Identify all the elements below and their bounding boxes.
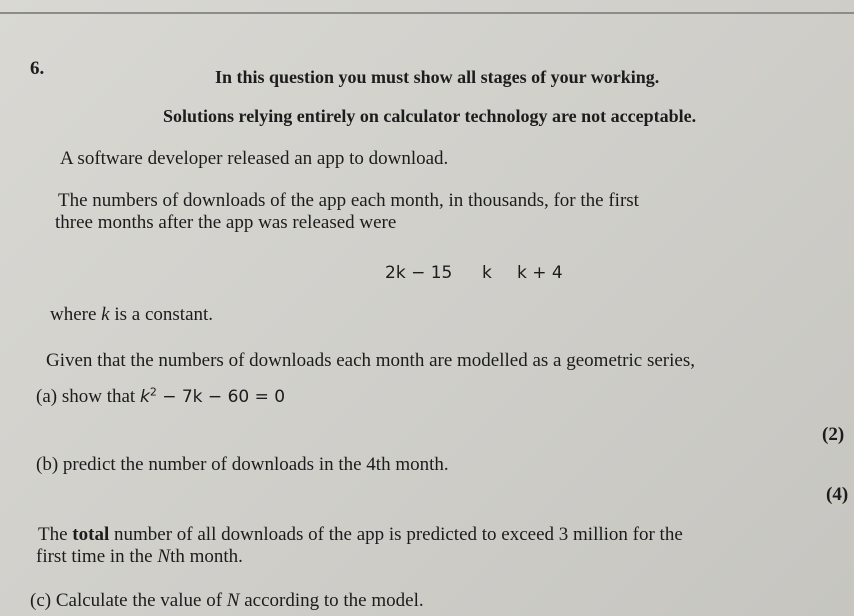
part-b-text: predict the number of downloads in the 4th month. [62,454,449,475]
downloads-paragraph-line1: The numbers of downloads of the app each month, in thousands, for the first [58,190,639,211]
term-3: k + 4 [517,263,563,283]
part-b [36,454,449,476]
term-2: k [482,263,492,283]
constant-definition: where k is a constant. [50,304,214,325]
instruction-working: In this question you must show all stages of your working. [215,67,660,87]
part-a-equation: $k^2 - 7k - 60 = 0$ [139,385,286,407]
total-statement-line1: The total number of all downloads of the app is predicted to exceed 3 million for the [38,524,683,545]
part-c-text: Calculate the value of N according to the model. [55,590,424,611]
part-b-label: (b) [36,454,59,475]
part-c [30,590,424,612]
term-1: 2k − 15 [385,263,453,283]
given-statement: Given that the numbers of downloads each month are modelled as a geometric series, [46,350,695,371]
downloads-paragraph-line2: three months after the app was released were [55,212,397,233]
part-a-text: show that [61,386,136,407]
part-a [36,386,285,408]
part-a-label: (a) [36,386,58,407]
question-number: 6. [30,58,45,79]
part-c-label: (c) [30,590,52,611]
part-b-marks: (4) [826,484,849,505]
instruction-calculator: Solutions relying entirely on calculator technology are not acceptable. [163,106,697,126]
page-top-rule [0,12,854,14]
total-statement-line2: first time in the Nth month. [36,546,243,567]
part-a-marks: (2) [822,424,845,445]
intro-paragraph: A software developer released an app to download. [60,148,449,169]
